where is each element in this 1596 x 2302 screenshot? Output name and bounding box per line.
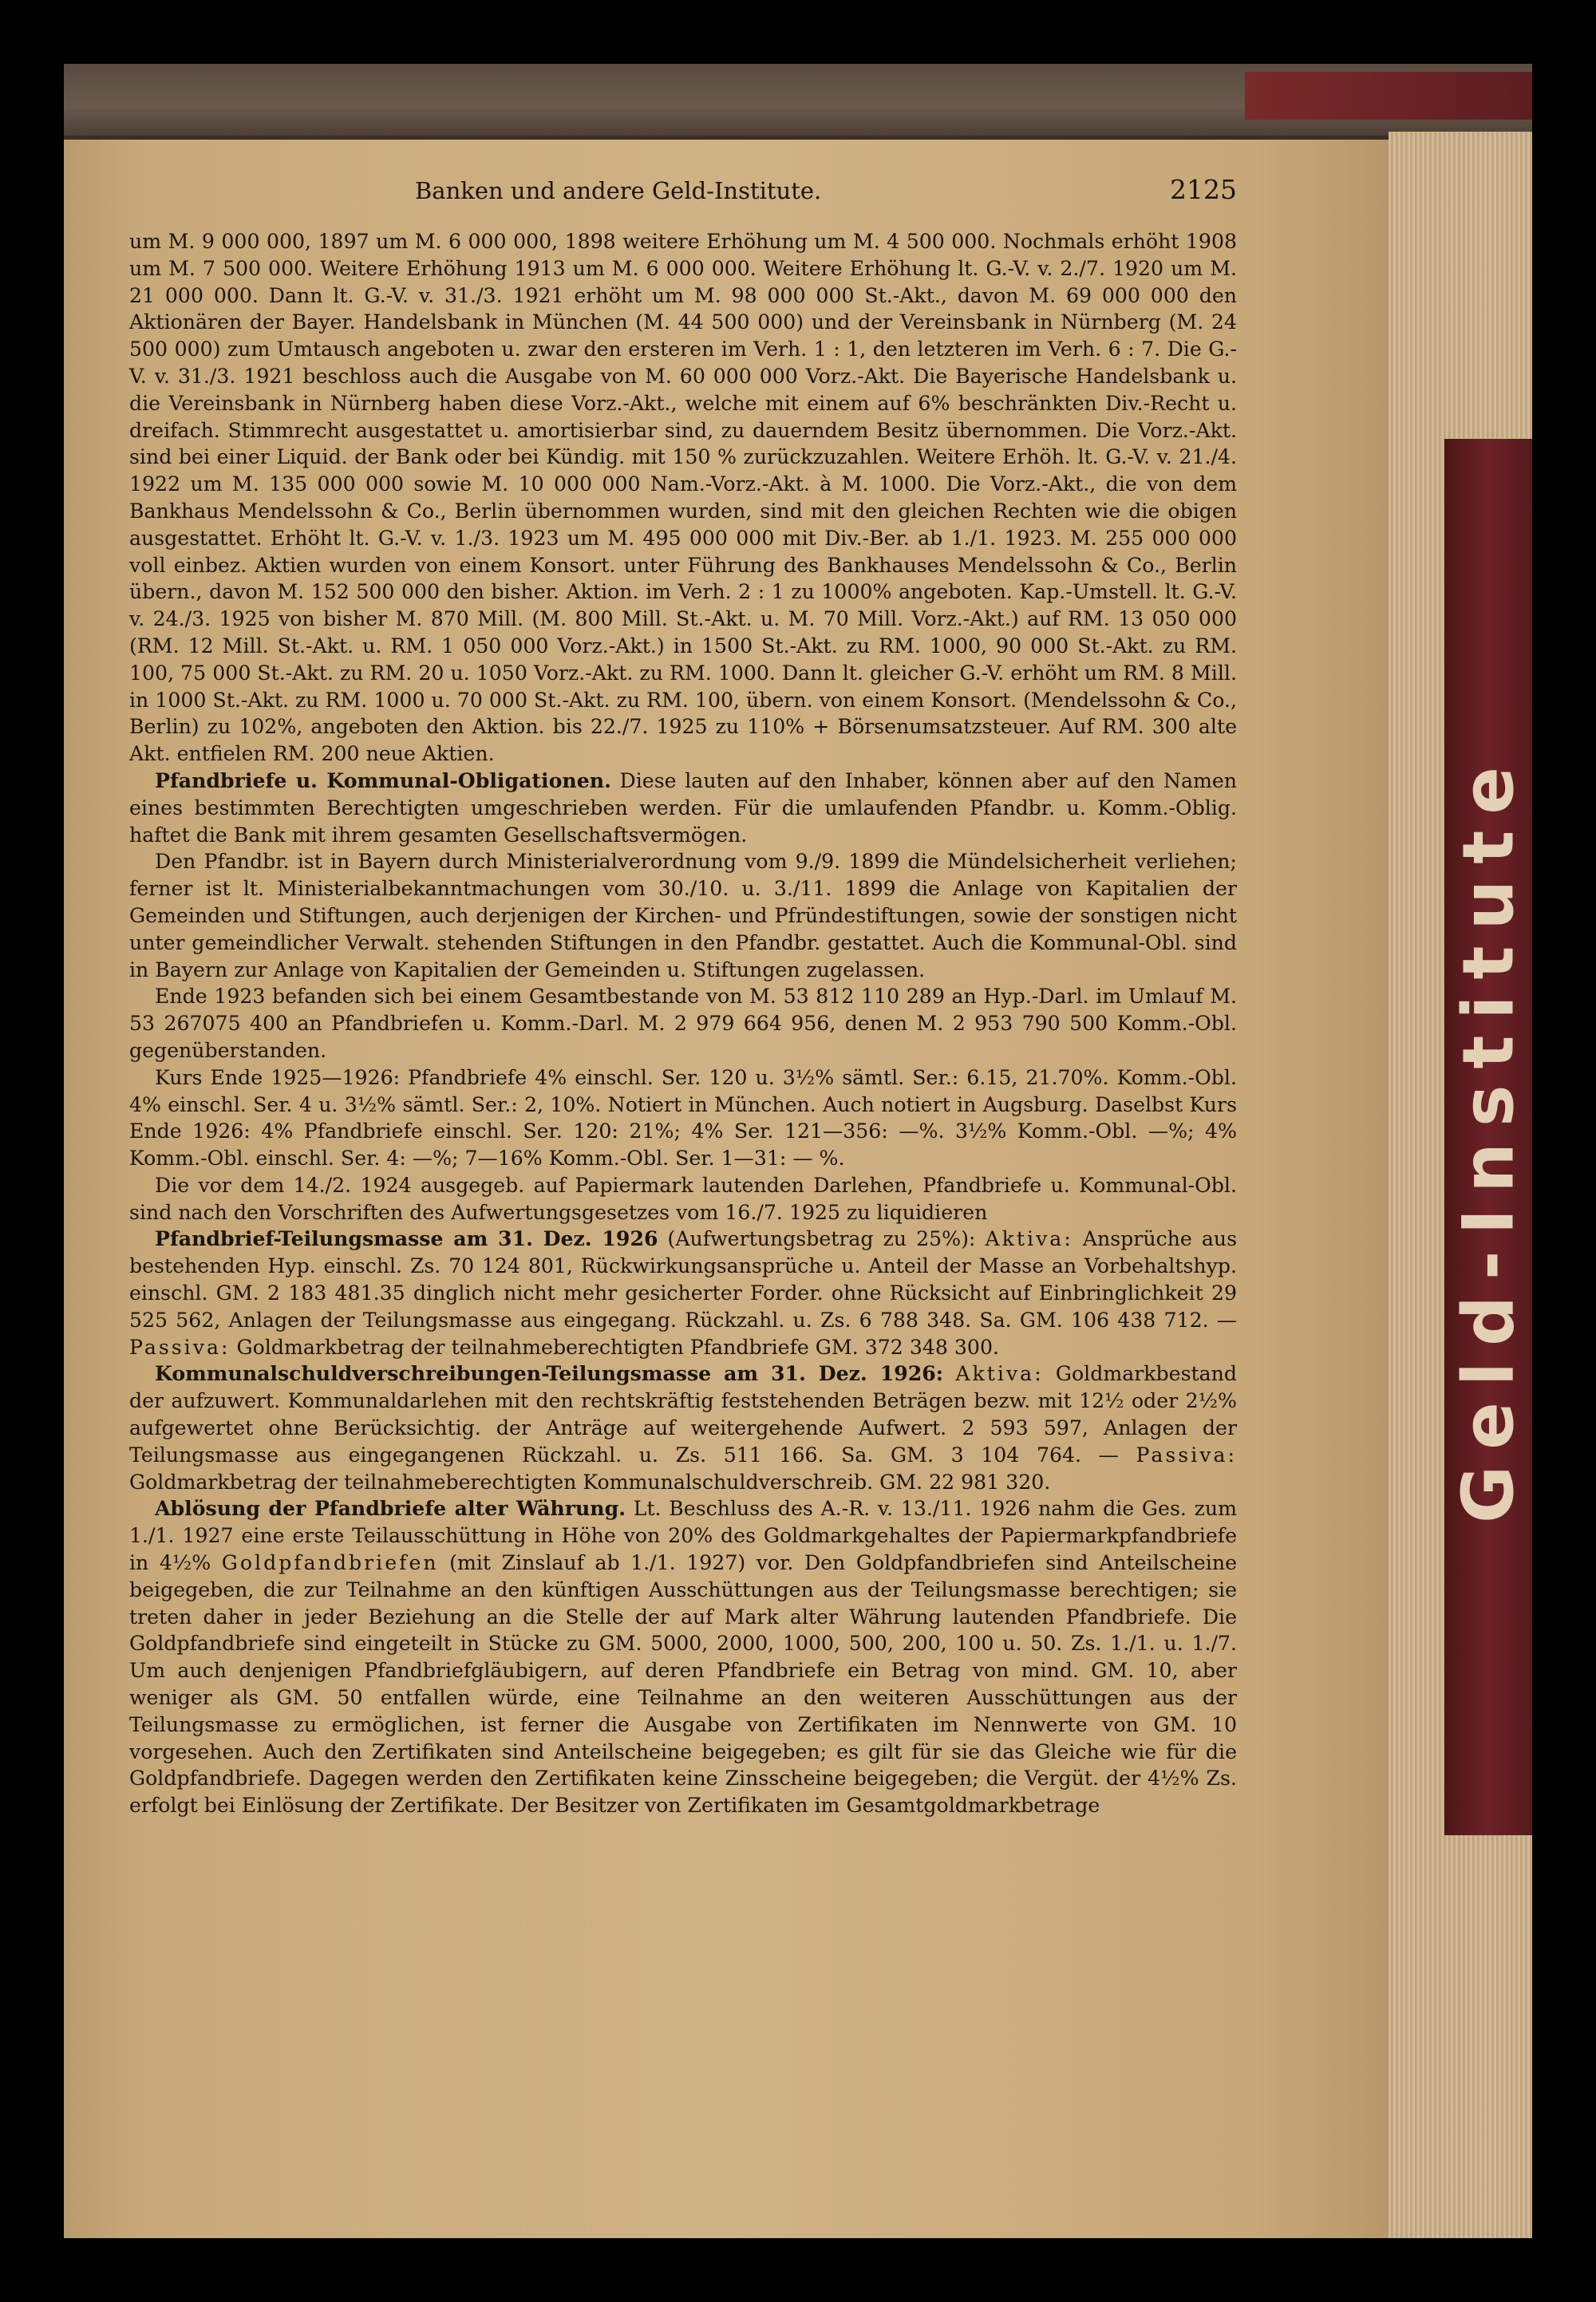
section-heading: Ablösung der Pfandbriefe alter Währung. [155,1496,626,1521]
section-heading: Kommunalschuldverschreibungen-Teilungsmasse am 31. Dez. 1926: [155,1361,944,1386]
paragraph-capital-history: um M. 9 000 000, 1897 um M. 6 000 000, 1898 weitere Erhöhung um M. 4 500 000. Nochmals erhöht 1908 um M. 7 500 000. Weitere Erhöhung 1913 um M. 6 000 000. Weitere Erhöhung lt. G.-V. v. 2./7. 1920 um M. 21 000 000. Dann lt. G.-V. v. 31./3. 1921 erhöht um M. 98 000 000 St.-Akt., davon M. 69 000 000 den Aktionären der Bayer. Handelsbank in München (M. 44 500 000) und der Vereinsbank in Nürnberg (M. 24 500 000) zum Umtausch angeboten u. zwar den ersteren im Verh. 1 : 1, den letzteren im Verh. 6 : 7. Die G.-V. v. 31./3. 1921 beschloss auch die Ausgabe von M. 60 000 000 Vorz.-Akt. Die Bayerische Handelsbank u. die Vereinsbank in Nürnberg haben diese Vorz.-Akt., welche mit einem auf 6% beschränkten Div.-Recht u. dreifach. Stimmrecht ausgestattet u. amortisierbar sind, zu dauerndem Besitz übernommen. Die Vorz.-Akt. sind bei einer Liquid. der Bank oder bei Kündig. mit 150 % zurückzuzahlen. Weitere Erhöh. lt. G.-V. v. 21./4. 1922 um M. 135 000 000 sowie M. 10 000 000 Nam.-Vorz.-Akt. à M. 1000. Die Vorz.-Akt., die von dem Bankhaus Mendelssohn & Co., Berlin übernommen wurden, sind mit den gleichen Rechten wie die obigen ausgestattet. Erhöht lt. G.-V. v. 1./3. 1923 um M. 495 000 000 mit Div.-Ber. ab 1./1. 1923. M. 255 000 000 voll einbez. Aktien wurden von einem Konsort. unter Führung des Bankhauses Mendelssohn & Co., Berlin übern., davon M. 152 500 000 den bisher. Aktion. im Verh. 2 : 1 zu 1000% angeboten. Kap.-Umstell. lt. G.-V. v. 24./3. 1925 von bisher M. 870 Mill. (M. 800 Mill. St.-Akt. u. M. 70 Mill. Vorz.-Akt.) auf RM. 13 050 000 (RM. 12 Mill. St.-Akt. u. RM. 1 050 000 Vorz.-Akt.) in 1500 St.-Akt. zu RM. 1000, 90 000 St.-Akt. zu RM. 100, 75 000 St.-Akt. zu RM. 20 u. 1050 Vorz.-Akt. zu RM. 1000. Dann lt. gleicher G.-V. erhöht um RM. 8 Mill. in 1000 St.-Akt. zu RM. 1000 u. 70 000 St.-Akt. zu RM. 100, übern. von einem Konsort. (Mendelssohn & Co., Berlin) zu 102%, angeboten den Aktion. bis 22./7. 1925 zu 110% + Börsenumsatzsteuer. Auf RM. 300 alte Akt. entfielen RM. 200 neue Aktien. [129,230,1237,766]
running-title: Banken und andere Geld-Institute. [415,177,822,204]
paragraph-muendelsicherheit: Den Pfandbr. ist in Bayern durch Ministerialverordnung vom 9./9. 1899 die Mündelsicherheit verliehen; ferner ist lt. Ministerialbekanntmachungen vom 30./10. u. 3./11. 1899 die Anlage von Kapitalien der Gemeinden und Stiftungen, auch derjenigen der Kirchen- und Pfründestiftungen, sowie der sonstigen nicht unter gemeindlicher Verwalt. stehenden Stiftungen in den Pfandbr. gestattet. Auch die Kommunal-Obl. sind in Bayern zur Anlage von Kapitalien der Gemeinden u. Stiftungen zugelassen. [129,850,1237,981]
paragraph-kurs: Kurs Ende 1925—1926: Pfandbriefe 4% einschl. Ser. 120 u. 3½% sämtl. Ser.: 6.15, 21.70%. Komm.-Obl. 4% einschl. Ser. 4 u. 3½% sämtl. Ser.: 2, 10%. Notiert in München. Auch notiert in Augsburg. Daselbst Kurs Ende 1926: 4% Pfandbriefe einschl. Ser. 120: 21%; 4% Ser. 121—356: —%. 3½% Komm.-Obl. —%; 4% Komm.-Obl. einschl. Ser. 4: —%; 7—16% Komm.-Obl. Ser. 1—31: — %. [129,1065,1237,1171]
thumb-index-label: Geld-Institute [1447,750,1530,1524]
aktiva-label: Aktiva: [985,1227,1073,1251]
paragraph-abloesung: Ablösung der Pfandbriefe alter Währung. Lt. Beschluss des A.-R. v. 13./11. 1926 nahm die Ges. zum 1./1. 1927 eine erste Teilausschüttung in Höhe von 20% des Goldmarkgehaltes der Papiermarkpfandbriefe in 4½% Goldpfandbriefen (mit Zinslauf ab 1./1. 1927) vor. Den Goldpfandbriefen sind Anteilscheine beigegeben, die zur Teilnahme an den künftigen Ausschüttungen aus der Teilungsmasse berechtigen; sie treten daher in jeder Beziehung an die Stelle der auf Mark alter Währung lautenden Pfandbriefe. Die Goldpfandbriefe sind eingeteilt in Stücke zu GM. 5000, 2000, 1000, 500, 200, 100 u. 50. Zs. 1./1. u. 1./7. Um auch denjenigen Pfandbriefgläubigern, auf deren Pfandbriefe ein Betrag von mind. GM. 10, aber weniger als GM. 50 entfallen würde, eine Teilnahme an den weiteren Ausschüttungen aus der Teilungsmasse zu ermöglichen, ist ferner die Ausgabe von Zertifikaten im Nennwerte von GM. 10 vorgesehen. Auch den Zertifikaten sind Anteilscheine beigegeben; es gilt für sie das Gleiche wie für die Goldpfandbriefe. Dagegen werden den Zertifikaten keine Zinsscheine beigegeben; die Vergüt. der 4½% Zs. erfolgt bei Einlösung der Zertifikate. Der Besitzer von Zertifikaten im Gesamtgoldmarkbetrage [129,1496,1237,1818]
aktiva-label: Aktiva: [955,1362,1044,1386]
paragraph-pfandbrief-teilungsmasse: Pfandbrief-Teilungsmasse am 31. Dez. 1926 (Aufwertungsbetrag zu 25%): Aktiva: Ansprüche aus bestehenden Hyp. einschl. Zs. 70 124 801, Rückwirkungsansprüche u. Anteil der Masse an Vorbehaltshyp. einschl. GM. 2 183 481.35 dinglich nicht mehr gesicherter Forder. ohne Rücksicht auf Einbringlichkeit 29 525 562, Anlagen der Teilungsmasse aus eingegang. Rückzahl. u. Zs. 6 788 348. Sa. GM. 106 438 712. — Passiva: Goldmarkbetrag der teilnahmeberechtigten Pfandbriefe GM. 372 348 300. [129,1226,1237,1359]
page-body [129,228,1237,1819]
section-heading: Pfandbrief-Teilungsmasse am 31. Dez. 1926 [155,1226,658,1251]
paragraph-ende-1923: Ende 1923 befanden sich bei einem Gesamtbestande von M. 53 812 110 289 an Hyp.-Darl. im Umlauf M. 53 267075 400 an Pfandbriefen u. Komm.-Darl. M. 2 979 664 956, denen M. 2 953 790 500 Komm.-Obl. gegenüberstanden. [129,985,1237,1062]
passiva-label: Passiva: [1136,1443,1237,1467]
paragraph-pfandbriefe: Pfandbriefe u. Kommunal-Obligationen. Diese lauten auf den Inhaber, können aber auf den Namen eines bestimmten Berechtigten umgeschrieben werden. Für die umlaufenden Pfandbr. u. Komm.-Oblig. haftet die Bank mit ihrem gesamten Gesellschaftsvermögen. [129,768,1237,847]
paragraph-aufwertung: Die vor dem 14./2. 1924 ausgegeb. auf Papiermark lautenden Darlehen, Pfandbriefe u. Kommunal-Obl. sind nach den Vorschriften des Aufwertungsgesetzes vom 16./7. 1925 zu liquidieren [129,1173,1237,1224]
section-heading: Pfandbriefe u. Kommunal-Obligationen. [155,768,611,792]
goldpfandbriefen-term: Goldpfandbriefen [221,1551,439,1575]
paragraph-kommunal-teilungsmasse: Kommunalschuldverschreibungen-Teilungsmasse am 31. Dez. 1926: Aktiva: Goldmarkbestand der aufzuwert. Kommunaldarlehen mit den rechtskräftig feststehenden Beträgen bezw. mit 12½ oder 2½% aufgewertet ohne Berücksichtig. der Anträge auf weitergehende Aufwert. 2 593 597, Anlagen der Teilungsmasse aus eingegangenen Rückzahl. u. Zs. 511 166. Sa. GM. 3 104 764. — Passiva: Goldmarkbetrag der teilnahmeberechtigten Kommunalschuldverschreib. GM. 22 981 320. [129,1361,1237,1494]
passiva-label: Passiva: [129,1335,231,1359]
page-header [351,174,1237,209]
page-number: 2125 [1170,174,1237,205]
red-tab-top [1245,72,1532,120]
